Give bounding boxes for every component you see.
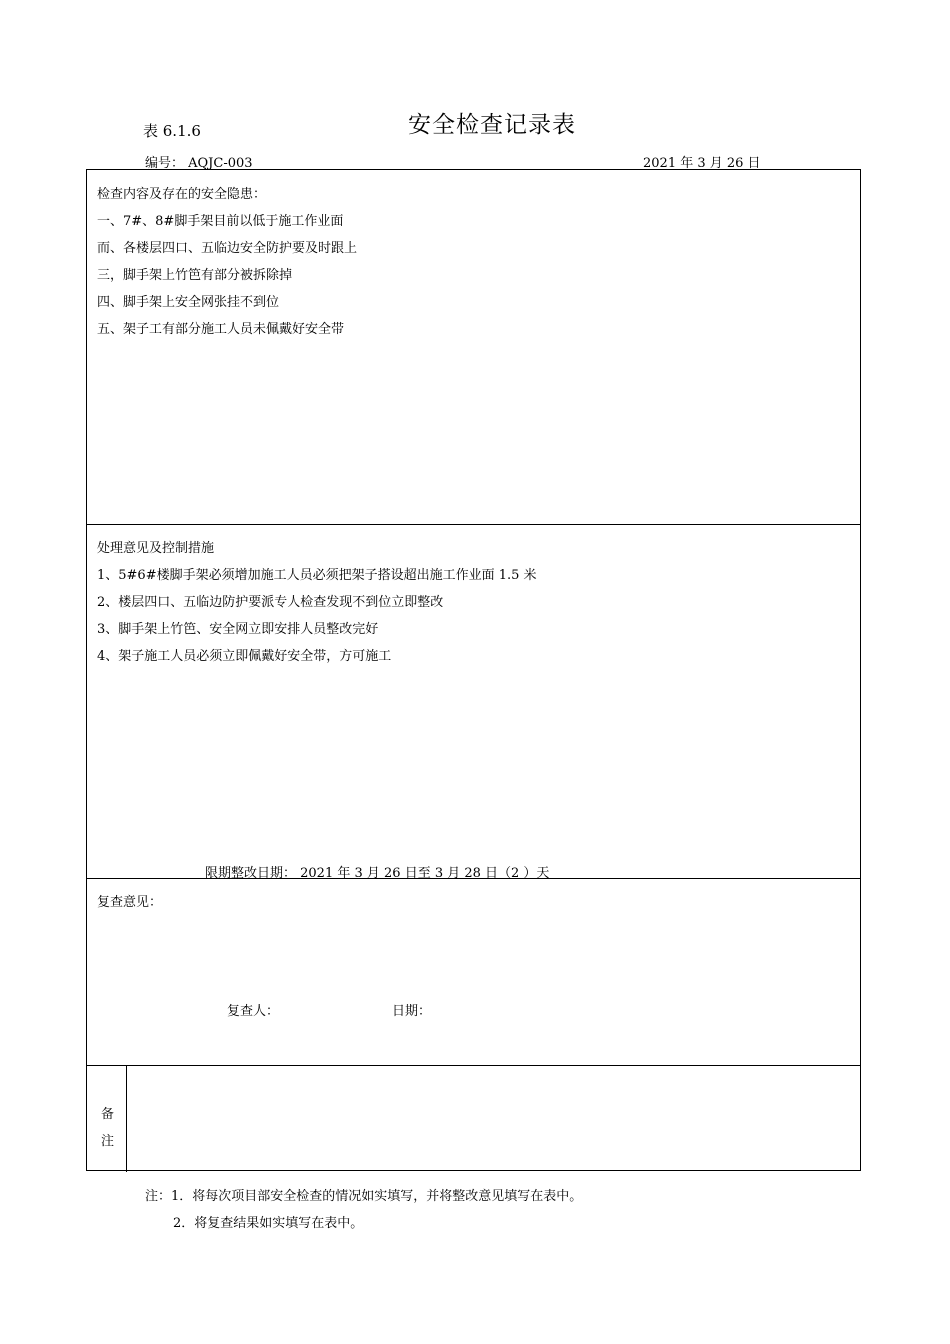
table-number: 表 6.1.6 xyxy=(143,122,201,140)
inspection-item: 三，脚手架上竹笆有部分被拆除掉 xyxy=(97,268,293,283)
handling-item: 2、楼层四口、五临边防护要派专人检查发现不到位立即整改 xyxy=(97,595,444,610)
reviewer-label: 复查人： xyxy=(227,1004,280,1019)
footnote-2: 2．将复查结果如实填写在表中。 xyxy=(173,1216,364,1231)
inspection-form-table xyxy=(86,169,861,1171)
handling-item: 4、架子施工人员必须立即佩戴好安全带，方可施工 xyxy=(97,649,392,664)
inspection-item: 一、7#、8#脚手架目前以低于施工作业面 xyxy=(97,214,344,229)
handling-item: 3、脚手架上竹笆、安全网立即安排人员整改完好 xyxy=(97,622,379,637)
inspection-item: 四、脚手架上安全网张挂不到位 xyxy=(97,295,280,310)
remarks-label-cell xyxy=(87,1066,127,1172)
rectification-deadline: 限期整改日期： 2021 年 3 月 26 日至 3 月 28 日（2 ）天 xyxy=(205,866,550,881)
handling-heading: 处理意见及控制措施 xyxy=(97,541,215,556)
inspection-heading: 检查内容及存在的安全隐患： xyxy=(97,187,267,202)
review-section xyxy=(87,879,860,1066)
remarks-section xyxy=(87,1066,860,1172)
handling-item: 1、5#6#楼脚手架必须增加施工人员必须把架子搭设超出施工作业面 1.5 米 xyxy=(97,568,537,583)
review-heading: 复查意见： xyxy=(97,895,163,910)
remarks-label-char: 备 xyxy=(101,1107,115,1122)
form-title: 安全检查记录表 xyxy=(408,112,576,138)
footnote-1: 注：1．将每次项目部安全检查的情况如实填写，并将整改意见填写在表中。 xyxy=(145,1189,583,1204)
serial-number: 编号： AQJC-003 xyxy=(145,156,253,171)
inspection-item: 五、架子工有部分施工人员未佩戴好安全带 xyxy=(97,322,345,337)
remarks-label-char: 注 xyxy=(101,1134,115,1149)
review-date-label: 日期： xyxy=(392,1004,432,1019)
handling-section xyxy=(87,525,860,879)
form-date: 2021 年 3 月 26 日 xyxy=(643,156,761,171)
inspection-section xyxy=(87,170,860,525)
inspection-item: 而、各楼层四口、五临边安全防护要及时跟上 xyxy=(97,241,358,256)
